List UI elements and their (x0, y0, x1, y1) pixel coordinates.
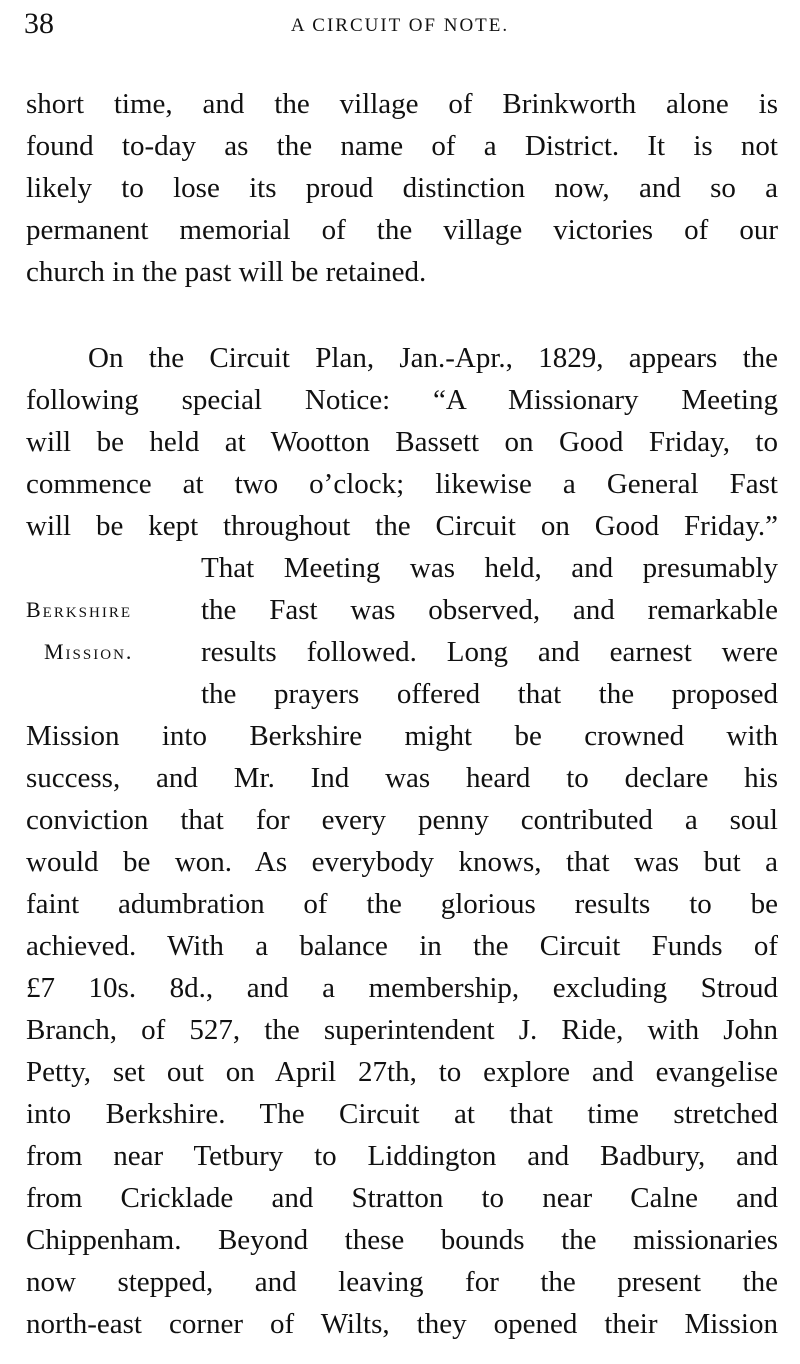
text-line: found to-day as the name of a District. It is not (26, 130, 778, 162)
text-line: north-east corner of Wilts, they opened their Mission (26, 1308, 778, 1340)
text-line: On the Circuit Plan, Jan.-Apr., 1829, appears the (88, 342, 778, 374)
text-line: Branch, of 527, the superintendent J. Ride, with John (26, 1014, 778, 1046)
text-line: conviction that for every penny contributed a soul (26, 804, 778, 836)
text-line: commence at two o’clock; likewise a General Fast (26, 468, 778, 500)
text-line: likely to lose its proud distinction now, and so a (26, 172, 778, 204)
text-line: results followed. Long and earnest were (201, 636, 778, 668)
text-line: £7 10s. 8d., and a membership, excluding Stroud (26, 972, 778, 1004)
text-line: Petty, set out on April 27th, to explore and evangelise (26, 1056, 778, 1088)
text-line: from near Tetbury to Liddington and Badbury, and (26, 1140, 778, 1172)
text-line: will be kept throughout the Circuit on Good Friday.” (26, 510, 778, 542)
text-line: Mission into Berkshire might be crowned with (26, 720, 778, 752)
text-line: into Berkshire. The Circuit at that time stretched (26, 1098, 778, 1130)
text-line: Chippenham. Beyond these bounds the missionaries (26, 1224, 778, 1256)
text-line: the prayers offered that the proposed (201, 678, 778, 710)
text-line: church in the past will be retained. (26, 256, 427, 288)
text-line: permanent memorial of the village victories of our (26, 214, 778, 246)
text-line: short time, and the village of Brinkworth alone is (26, 88, 778, 120)
text-line: That Meeting was held, and presumably (201, 552, 778, 584)
text-line: achieved. With a balance in the Circuit Funds of (26, 930, 778, 962)
page-header (24, 6, 776, 46)
text-line: the Fast was observed, and remarkable (201, 594, 778, 626)
text-line: now stepped, and leaving for the present the (26, 1266, 778, 1298)
margin-note-line: Berkshire (26, 597, 133, 622)
text-line: success, and Mr. Ind was heard to declare his (26, 762, 778, 794)
running-head: A CIRCUIT OF NOTE. (290, 15, 510, 36)
page-number: 38 (24, 7, 54, 40)
margin-note-line: Mission. (44, 639, 134, 664)
text-line: will be held at Wootton Bassett on Good Friday, to (26, 426, 778, 458)
text-line: from Cricklade and Stratton to near Calne and (26, 1182, 778, 1214)
text-line: faint adumbration of the glorious results to be (26, 888, 778, 920)
text-line: would be won. As everybody knows, that was but a (26, 846, 778, 878)
text-line: following special Notice: “A Missionary Meeting (26, 384, 778, 416)
